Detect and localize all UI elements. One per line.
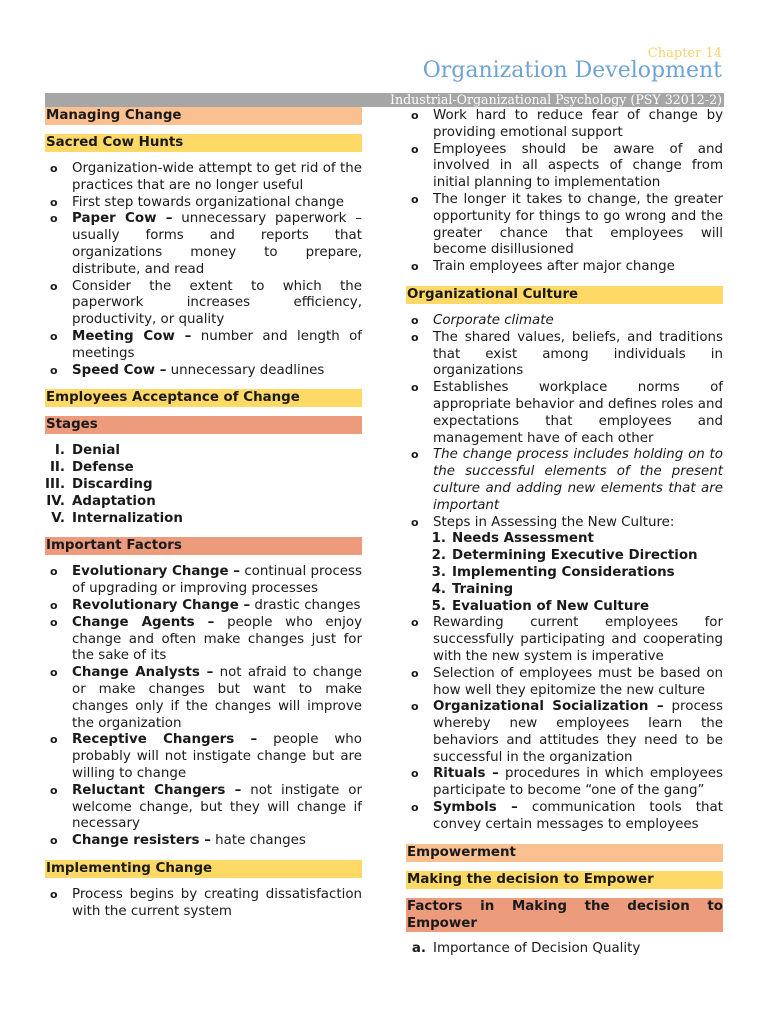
list-item: o Paper Cow – unnecessary paperwork – usually forms and reports that organizations money to prepare, distribute, and read: [45, 211, 362, 278]
implementing-list: [45, 887, 362, 921]
list-item: o Consider the extent to which the paperwork increases efficiency, productivity, or quality: [45, 279, 362, 329]
left-column: [45, 107, 362, 920]
chapter-label: Chapter 14: [647, 46, 722, 61]
list-item: o Reluctant Changers – not instigate or welcome change, but they will change if necessary: [45, 783, 362, 833]
list-item: o Selection of employees must be based on how well they epitomize the new culture: [406, 666, 723, 700]
list-item: o Steps in Assessing the New Culture:: [406, 515, 723, 532]
list-item: o Revolutionary Change – drastic changes: [45, 598, 362, 615]
section-header-important-factors: Important Factors: [45, 537, 362, 555]
step-item: 3. Implementing Considerations: [431, 564, 675, 580]
list-item: o Receptive Changers – people who probably will not instigate change but are willing to change: [45, 732, 362, 782]
section-header-employees-acceptance: Employees Acceptance of Change: [45, 389, 362, 407]
page-title: Organization Development: [422, 58, 722, 83]
step-item: 4. Training: [431, 581, 514, 597]
list-item: o Rewarding current employees for successfully participating and cooperating with the new system is imperative: [406, 615, 723, 665]
list-item: o Organizational Socialization – process whereby new employees learn the behaviors and attitudes they need to be successful in the organization: [406, 699, 723, 766]
section-header-making-decision: Making the decision to Empower: [406, 871, 723, 889]
section-header-managing-change: Managing Change: [45, 107, 362, 125]
course-subtitle: Industrial-Organizational Psychology (PSY 32012-2): [390, 92, 722, 107]
section-header-empowerment: Empowerment: [406, 844, 723, 862]
stage-item: I. Denial: [54, 443, 120, 459]
sacred-cow-list: [45, 161, 362, 379]
stage-item: IV. Adaptation: [46, 493, 156, 509]
factors-list: [45, 564, 362, 850]
list-item: o Change resisters – hate changes: [45, 833, 362, 850]
list-item: o The shared values, beliefs, and traditions that exist among individuals in organizations: [406, 330, 723, 380]
list-item: o Change Analysts – not afraid to change or make changes but want to make changes only if the changes will improve the organization: [45, 665, 362, 732]
list-item: o Change Agents – people who enjoy change and often make changes just for the sake of its: [45, 615, 362, 665]
list-item: o Process begins by creating dissatisfaction with the current system: [45, 887, 362, 921]
section-header-implementing-change: Implementing Change: [45, 860, 362, 878]
step-item: 2. Determining Executive Direction: [431, 548, 698, 564]
stages-list: [45, 443, 362, 527]
list-item: o Evolutionary Change – continual process of upgrading or improving processes: [45, 564, 362, 598]
list-item: o First step towards organizational change: [45, 195, 362, 212]
section-header-stages: Stages: [45, 416, 362, 434]
stage-item: II. Defense: [49, 460, 134, 476]
list-item: o Meeting Cow – number and length of meetings: [45, 329, 362, 363]
list-item: o Rituals – procedures in which employees participate to become “one of the gang”: [406, 766, 723, 800]
list-item: o Organization-wide attempt to get rid of the practices that are no longer useful: [45, 161, 362, 195]
section-header-factors-decision: Factors in Making the decision to Empower: [407, 898, 723, 931]
decision-factors-list: [406, 941, 723, 958]
implementing-list-continued: [406, 108, 723, 276]
stage-item: III. Discarding: [45, 476, 153, 492]
list-item: o Corporate climate: [406, 313, 723, 330]
list-item: o The longer it takes to change, the greater opportunity for things to go wrong and the greater chance that employees will become disillusioned: [406, 192, 723, 259]
culture-list-continued: [406, 615, 723, 833]
list-item: o Establishes workplace norms of appropriate behavior and defines roles and expectations that employees and management have of each other: [406, 380, 723, 447]
list-item: o Work hard to reduce fear of change by providing emotional support: [406, 108, 723, 142]
list-item: o Speed Cow – unnecessary deadlines: [45, 363, 362, 380]
step-item: 5. Evaluation of New Culture: [431, 598, 650, 614]
culture-steps-list: [406, 531, 723, 615]
section-header-organizational-culture: Organizational Culture: [406, 286, 723, 304]
stage-item: V. Internalization: [51, 510, 183, 526]
decision-item: a. Importance of Decision Quality: [411, 940, 641, 956]
culture-list: [406, 313, 723, 531]
section-header-sacred-cow-hunts: Sacred Cow Hunts: [45, 134, 362, 152]
list-item: o Train employees after major change: [406, 259, 723, 276]
list-item: o Symbols – communication tools that convey certain messages to employees: [406, 800, 723, 834]
list-item: o Employees should be aware of and involved in all aspects of change from initial planning to implementation: [406, 142, 723, 192]
step-item: 1. Needs Assessment: [431, 531, 594, 547]
right-column: [406, 108, 723, 957]
list-item: o The change process includes holding on to the successful elements of the present culture and adding new elements that are important: [406, 447, 723, 514]
